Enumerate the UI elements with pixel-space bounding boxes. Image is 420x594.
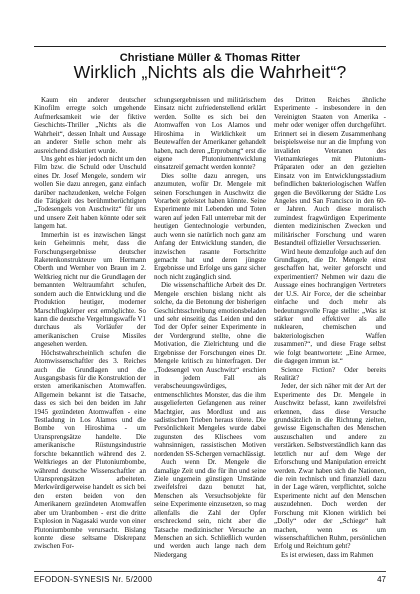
paragraph: Jeder, der sich näher mit der Art der Experimente des Dr. Mengele in Auschwitz befasst, kann zweifelsfrei erkennen, dass diese Versuche grundsätzlich in die Richtung zielten, gewisse Eigenschaften des Menschen auszuschalten und andere zu verstärken. Selbstverständlich kann das letztlich nur auf dem Wege der Erforschung und Manipulation erreicht werden. Zwar haben sich die Nationen, die rein technisch und finanziell dazu in der Lage wären, verpflichtet, solche Experimente nicht auf den Menschen auszudehnen. Doch werden der Forschung mit Klonen wirklich bei „Dolly“ oder der „Schiege“ halt machen, wenn es um wissenschaftlichen Ruhm, persönlichen Erfolg und Reichtum geht? [274, 382, 386, 551]
paragraph: des Dritten Reiches ähnliche Experimente - insbesondere in den Vereinigten Staaten von Amerika - mehr oder weniger offen durchgeführt. Erinnert sei in diesem Zusammenhang beispielsweise nur an die Impfung von invaliden Veteranen des Vietnamkrieges mit Plutonium-Präparaten oder an den gezielten Einsatz von im Entwicklungsstadium befindlichen bakteriologischen Waffen gegen die Bevölkerung der Städte Los Angeles und San Francisco in den 60-er Jahren. Auch diese moralisch zumindest fragwürdigen Experimente dienten medizinischen Zwecken und militärischer Forschung und waren Bestandteil offizieller Versuchsserien. [274, 96, 386, 248]
paragraph: Es ist erwiesen, dass im Rahmen [281, 550, 374, 559]
text-column-1 [34, 96, 146, 564]
paragraph: Wird heute demzufolge auch auf den Grundlagen, die Dr. Mengele einst geschaffen hat, weiter geforscht und experimentiert? Nehmen wir dazu die Aussage eines hochrangigen Vertreters der U.S. Air Force, der die scheinbar einfache und doch mehr als bedeutungsvolle Frage stellte: „Was ist stärker und effektiver als alle nuklearen, chemischen und bakteriologischen Waffen zusammen?“, und diese Frage selbst wie folgt beantwortete: „Eine Armee, die dagegen immun ist.“ [274, 247, 386, 366]
paragraph: Die wissenschaftliche Arbeit des Dr. Mengele erschien bislang nicht als solche, da die Betonung der bisherigen Geschichtsschreibung emotionsbeladen und sehr einseitig das Leiden und den Tod der Opfer seiner Experimente in der Vordergrund stellte, ohne die Motivation, die Zielrichtung und die Ergebnisse der Forschungen eines Dr. Mengele kritisch zu hinterfragen. Der „Todesengel von Auschwitz“ erschien in jedem Fall als verabscheuungswürdiges, entmenschlichtes Monster, das die ihm ausgelieferten Gefangenen aus reiner Machtgier, aus Mordlust und aus sadistischen Trieben heraus tötete. Die Persönlichkeit Mengeles wurde dabei zugunsten des Klischees vom wahnsinnigen, rassistischen Motiven nordenden SS-Schergen vernachlässigt. [154, 281, 266, 458]
article-authors: Christiane Müller & Thomas Ritter [119, 52, 301, 64]
paragraph: Immerhin ist es inzwischen längst kein Geheimnis mehr, dass die Forschungsergebnisse deutscher Raketenkonstrukteure um Hermann Oberth und Wernher von Braun im 2. Weltkrieg nicht nur die Grundlagen der bemannten Weltraumfahrt schufen, sondern auch die Entwicklung und die Produktion heutiger, moderner Marschflugkörper erst ermöglichte. So kann die deutsche Vergeltungswaffe V1 durchaus als Vorläufer der amerikanischen Cruise Missiles angesehen werden. [34, 230, 146, 349]
journal-issue: EFODON-SYNESIS Nr. 5/2000 [34, 575, 153, 584]
article-body [34, 96, 386, 564]
page-footer [34, 571, 386, 586]
page-number: 47 [377, 575, 386, 584]
article-title: Wirklich „Nichts als die Wahrheit“? [73, 62, 347, 82]
top-rule [34, 46, 386, 47]
paragraph: Kaum ein anderer deutscher Kinofilm erregte solch umgehende Aufmerksamkeit wie der fiktive Geschichts-Thriller „Nichts als die Wahrheit“, dessen Inhalt und Aussage an anderer Stelle schon mehr als ausreichend diskutiert wurde. [34, 96, 146, 155]
paragraph: Auch wenn Dr. Mengele die damalige Zeit und die für ihn und seine Ziele ungemein günstigen Umstände zweifelsfrei dazu benutzt hat, Menschen als Versuchsobjekte für seine Experimente einzusetzen, so mag allenfalls die Zahl der Opfer erschreckend sein, nicht aber die Tatsache medizinischer Versuche an Menschen an sich. Schließlich wurden und werden auch lange nach dem Niedergang [154, 458, 266, 559]
paragraph: Uns geht es hier jedoch nicht um den Film bzw. die Schuld oder Unschuld eines Dr. Josef Mengele, sondern wir wollen Sie dazu anregen, ganz einfach darüber nachzudenken, welche Folgen die Tätigkeit des berühmtberüchtigten „Todesengels von Auschwitz“ für uns und unsere Zeit haben könnte oder seit langem hat. [34, 154, 146, 231]
paragraph: schungsergebnissen und militärischem Einsatz nicht zufriedenstellend erklärt werden. Sollte es sich bei den Atomwaffen von Los Alamos und Hiroshima in Wirklichkeit um Beutewaffen der Amerikaner gehandelt haben, nach deren „Erprobung“ erst die eigene Plutoniumentwicklung einsatzreif gemacht werden konnte? [154, 96, 266, 172]
paragraph: Science Fiction? Oder bereits Realität? [274, 365, 386, 382]
text-column-3 [274, 96, 386, 564]
paragraph: Höchstwahrscheinlich schufen die Atomwissenschaftler des 3. Reiches auch die Grundlagen und die Ausgangsbasis für die Konstruktion der ersten amerikanischen Atomwaffen. Allgemein bekannt ist die Tatsache, dass es sich bei den beiden im Jahr 1945 gezündeten Atomwaffen - eine Testladung in Los Alamos und die Bombe von Hiroshima - um Uransprengsätze handelte. Die amerikanische Rüstungsindustrie forschte bekanntlich während des 2. Weltkrieges an der Plutoniumbombe, während deutsche Wissenschaftler an Uransprengsätzen arbeiteten. Merkwürdigerweise handelt es sich bei den ersten beiden von den Amerikanern gezündeten Atomwaffen aber um Uranbomben - erst die dritte Explosion in Nagasaki wurde von einer Plutoniumbombe verursacht. Bislang konnte diese seltsame Diskrepanz zwischen For- [34, 348, 146, 551]
paragraph: Dies sollte dazu anregen, uns anzumuten, wofür Dr. Mengele mit seinen Forschungen in Auschwitz die Vorarbeit geleistet haben könnte. Seine Experimente mit Lebenden und Toten waren auf jeden Fall unterrebar mit der heutigen Gentechnologie verbunden, auch wenn sie natürlich noch ganz am Anfang der Entwicklung standen, die inzwischen rasante Fortschritte gemacht hat und deren jüngste Ergebnisse und Erfolge uns ganz sicher noch nicht zugänglich sind. [154, 171, 266, 281]
text-column-2 [154, 96, 266, 564]
